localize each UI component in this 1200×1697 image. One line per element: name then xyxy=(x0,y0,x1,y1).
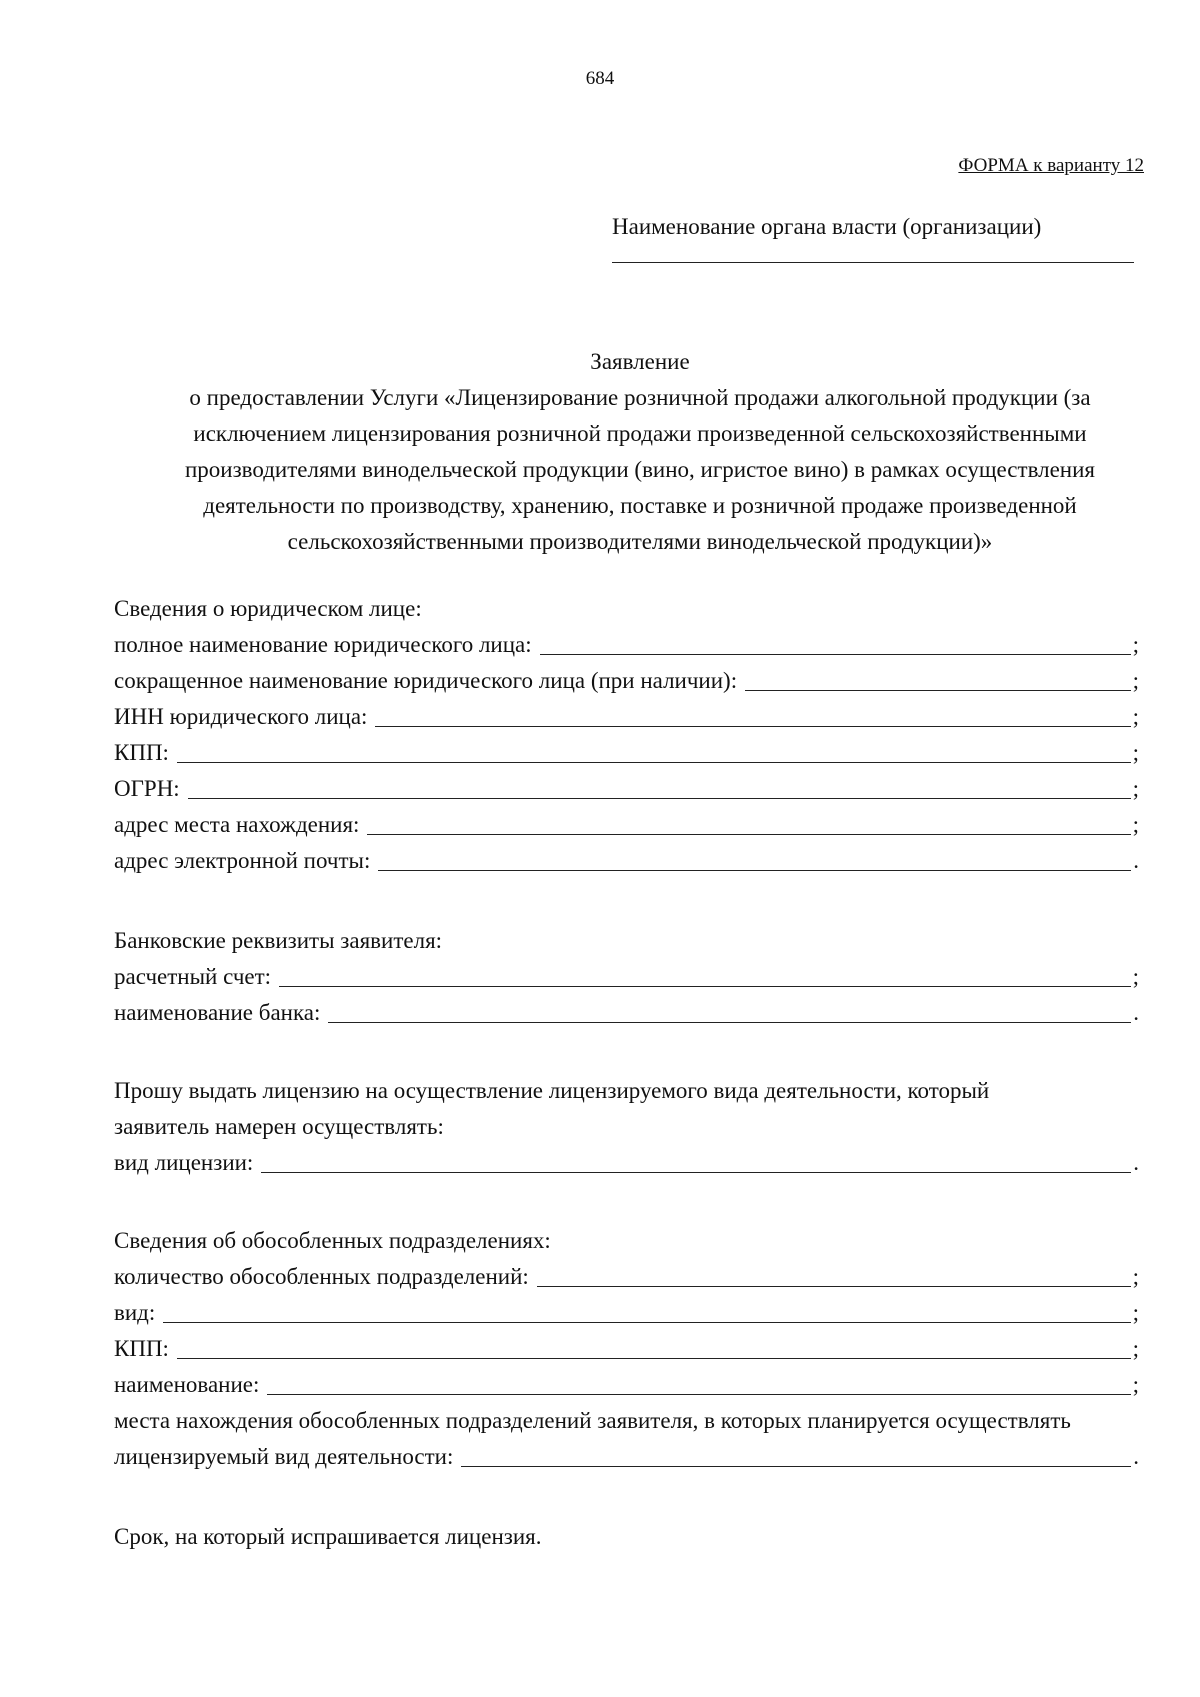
field-label: расчетный счет: xyxy=(114,964,272,989)
field-end: ; xyxy=(1132,812,1139,837)
document-title xyxy=(120,344,1160,560)
field-label: ОГРН: xyxy=(114,776,180,801)
ogrn-field[interactable] xyxy=(188,775,1131,799)
kpp-row xyxy=(114,738,1139,768)
title-line: деятельности по производству, хранению, поставке и розничной продаже произведенной xyxy=(203,493,1077,518)
field-end: ; xyxy=(1132,668,1139,693)
field-label: сокращенное наименование юридического лица (при наличии): xyxy=(114,668,738,693)
email-field[interactable] xyxy=(378,847,1131,871)
title-line: сельскохозяйственными производителями винодельческой продукции)» xyxy=(287,529,993,554)
subdivision-type-field[interactable] xyxy=(163,1299,1130,1323)
subdivision-count-field[interactable] xyxy=(537,1263,1131,1287)
field-label: вид лицензии: xyxy=(114,1150,254,1175)
email-row xyxy=(114,846,1139,876)
subdivision-name-row xyxy=(114,1370,1139,1400)
field-label: адрес электронной почты: xyxy=(114,848,371,873)
short-name-row xyxy=(114,666,1139,696)
license-request-line: заявитель намерен осуществлять: xyxy=(114,1114,444,1139)
subdivision-places-field[interactable] xyxy=(461,1443,1131,1467)
field-end: ; xyxy=(1132,1300,1139,1325)
field-end: ; xyxy=(1132,776,1139,801)
authority-label: Наименование органа власти (организации) xyxy=(612,214,1042,239)
bank-heading: Банковские реквизиты заявителя: xyxy=(114,928,443,953)
field-end: ; xyxy=(1132,632,1139,657)
subdivision-places-row xyxy=(114,1442,1139,1472)
page-number: 684 xyxy=(585,68,615,89)
full-name-field[interactable] xyxy=(540,631,1131,655)
account-row xyxy=(114,962,1139,992)
bank-name-field[interactable] xyxy=(328,999,1131,1023)
field-label: адрес места нахождения: xyxy=(114,812,360,837)
address-field[interactable] xyxy=(367,811,1130,835)
full-name-row xyxy=(114,630,1139,660)
field-label: ИНН юридического лица: xyxy=(114,704,368,729)
license-term-line: Срок, на который испрашивается лицензия. xyxy=(114,1524,542,1549)
field-end: . xyxy=(1133,1000,1139,1025)
field-label: КПП: xyxy=(114,740,169,765)
subdivision-type-row xyxy=(114,1298,1139,1328)
subdivision-kpp-field[interactable] xyxy=(177,1335,1131,1359)
kpp-field[interactable] xyxy=(177,739,1131,763)
form-reference: ФОРМА к варианту 12 xyxy=(958,155,1144,176)
address-row xyxy=(114,810,1139,840)
field-end: . xyxy=(1133,1444,1139,1469)
inn-row xyxy=(114,702,1139,732)
subdivision-name-field[interactable] xyxy=(267,1371,1130,1395)
authority-field[interactable] xyxy=(612,262,1134,263)
title-line: исключением лицензирования розничной продажи произведенной сельскохозяйственными xyxy=(193,421,1087,446)
subdivision-places-line: места нахождения обособленных подразделений заявителя, в которых планируется осуществлять xyxy=(114,1408,1071,1433)
inn-field[interactable] xyxy=(375,703,1130,727)
title-line: о предоставлении Услуги «Лицензирование розничной продажи алкогольной продукции (за xyxy=(189,385,1091,410)
title-heading: Заявление xyxy=(590,349,690,374)
field-end: ; xyxy=(1132,740,1139,765)
bank-name-row xyxy=(114,998,1139,1028)
short-name-field[interactable] xyxy=(745,667,1131,691)
legal-entity-heading: Сведения о юридическом лице: xyxy=(114,596,422,621)
title-line: производителями винодельческой продукции (вино, игристое вино) в рамках осуществления xyxy=(184,457,1096,482)
field-label: наименование: xyxy=(114,1372,260,1397)
field-end: . xyxy=(1133,848,1139,873)
field-label: количество обособленных подразделений: xyxy=(114,1264,529,1289)
field-label: наименование банка: xyxy=(114,1000,321,1025)
field-label: вид: xyxy=(114,1300,156,1325)
license-type-field[interactable] xyxy=(261,1149,1131,1173)
field-label: лицензируемый вид деятельности: xyxy=(114,1444,454,1469)
field-label: полное наименование юридического лица: xyxy=(114,632,532,657)
field-end: ; xyxy=(1132,1372,1139,1397)
ogrn-row xyxy=(114,774,1139,804)
license-request-line: Прошу выдать лицензию на осуществление лицензируемого вида деятельности, который xyxy=(114,1078,990,1103)
subdivision-count-row xyxy=(114,1262,1139,1292)
field-end: ; xyxy=(1132,964,1139,989)
field-end: ; xyxy=(1132,704,1139,729)
field-end: ; xyxy=(1132,1264,1139,1289)
subdivision-kpp-row xyxy=(114,1334,1139,1364)
account-field[interactable] xyxy=(279,963,1131,987)
license-type-row xyxy=(114,1148,1139,1178)
field-end: ; xyxy=(1132,1336,1139,1361)
field-end: . xyxy=(1133,1150,1139,1175)
subdivisions-heading: Сведения об обособленных подразделениях: xyxy=(114,1228,551,1253)
field-label: КПП: xyxy=(114,1336,169,1361)
